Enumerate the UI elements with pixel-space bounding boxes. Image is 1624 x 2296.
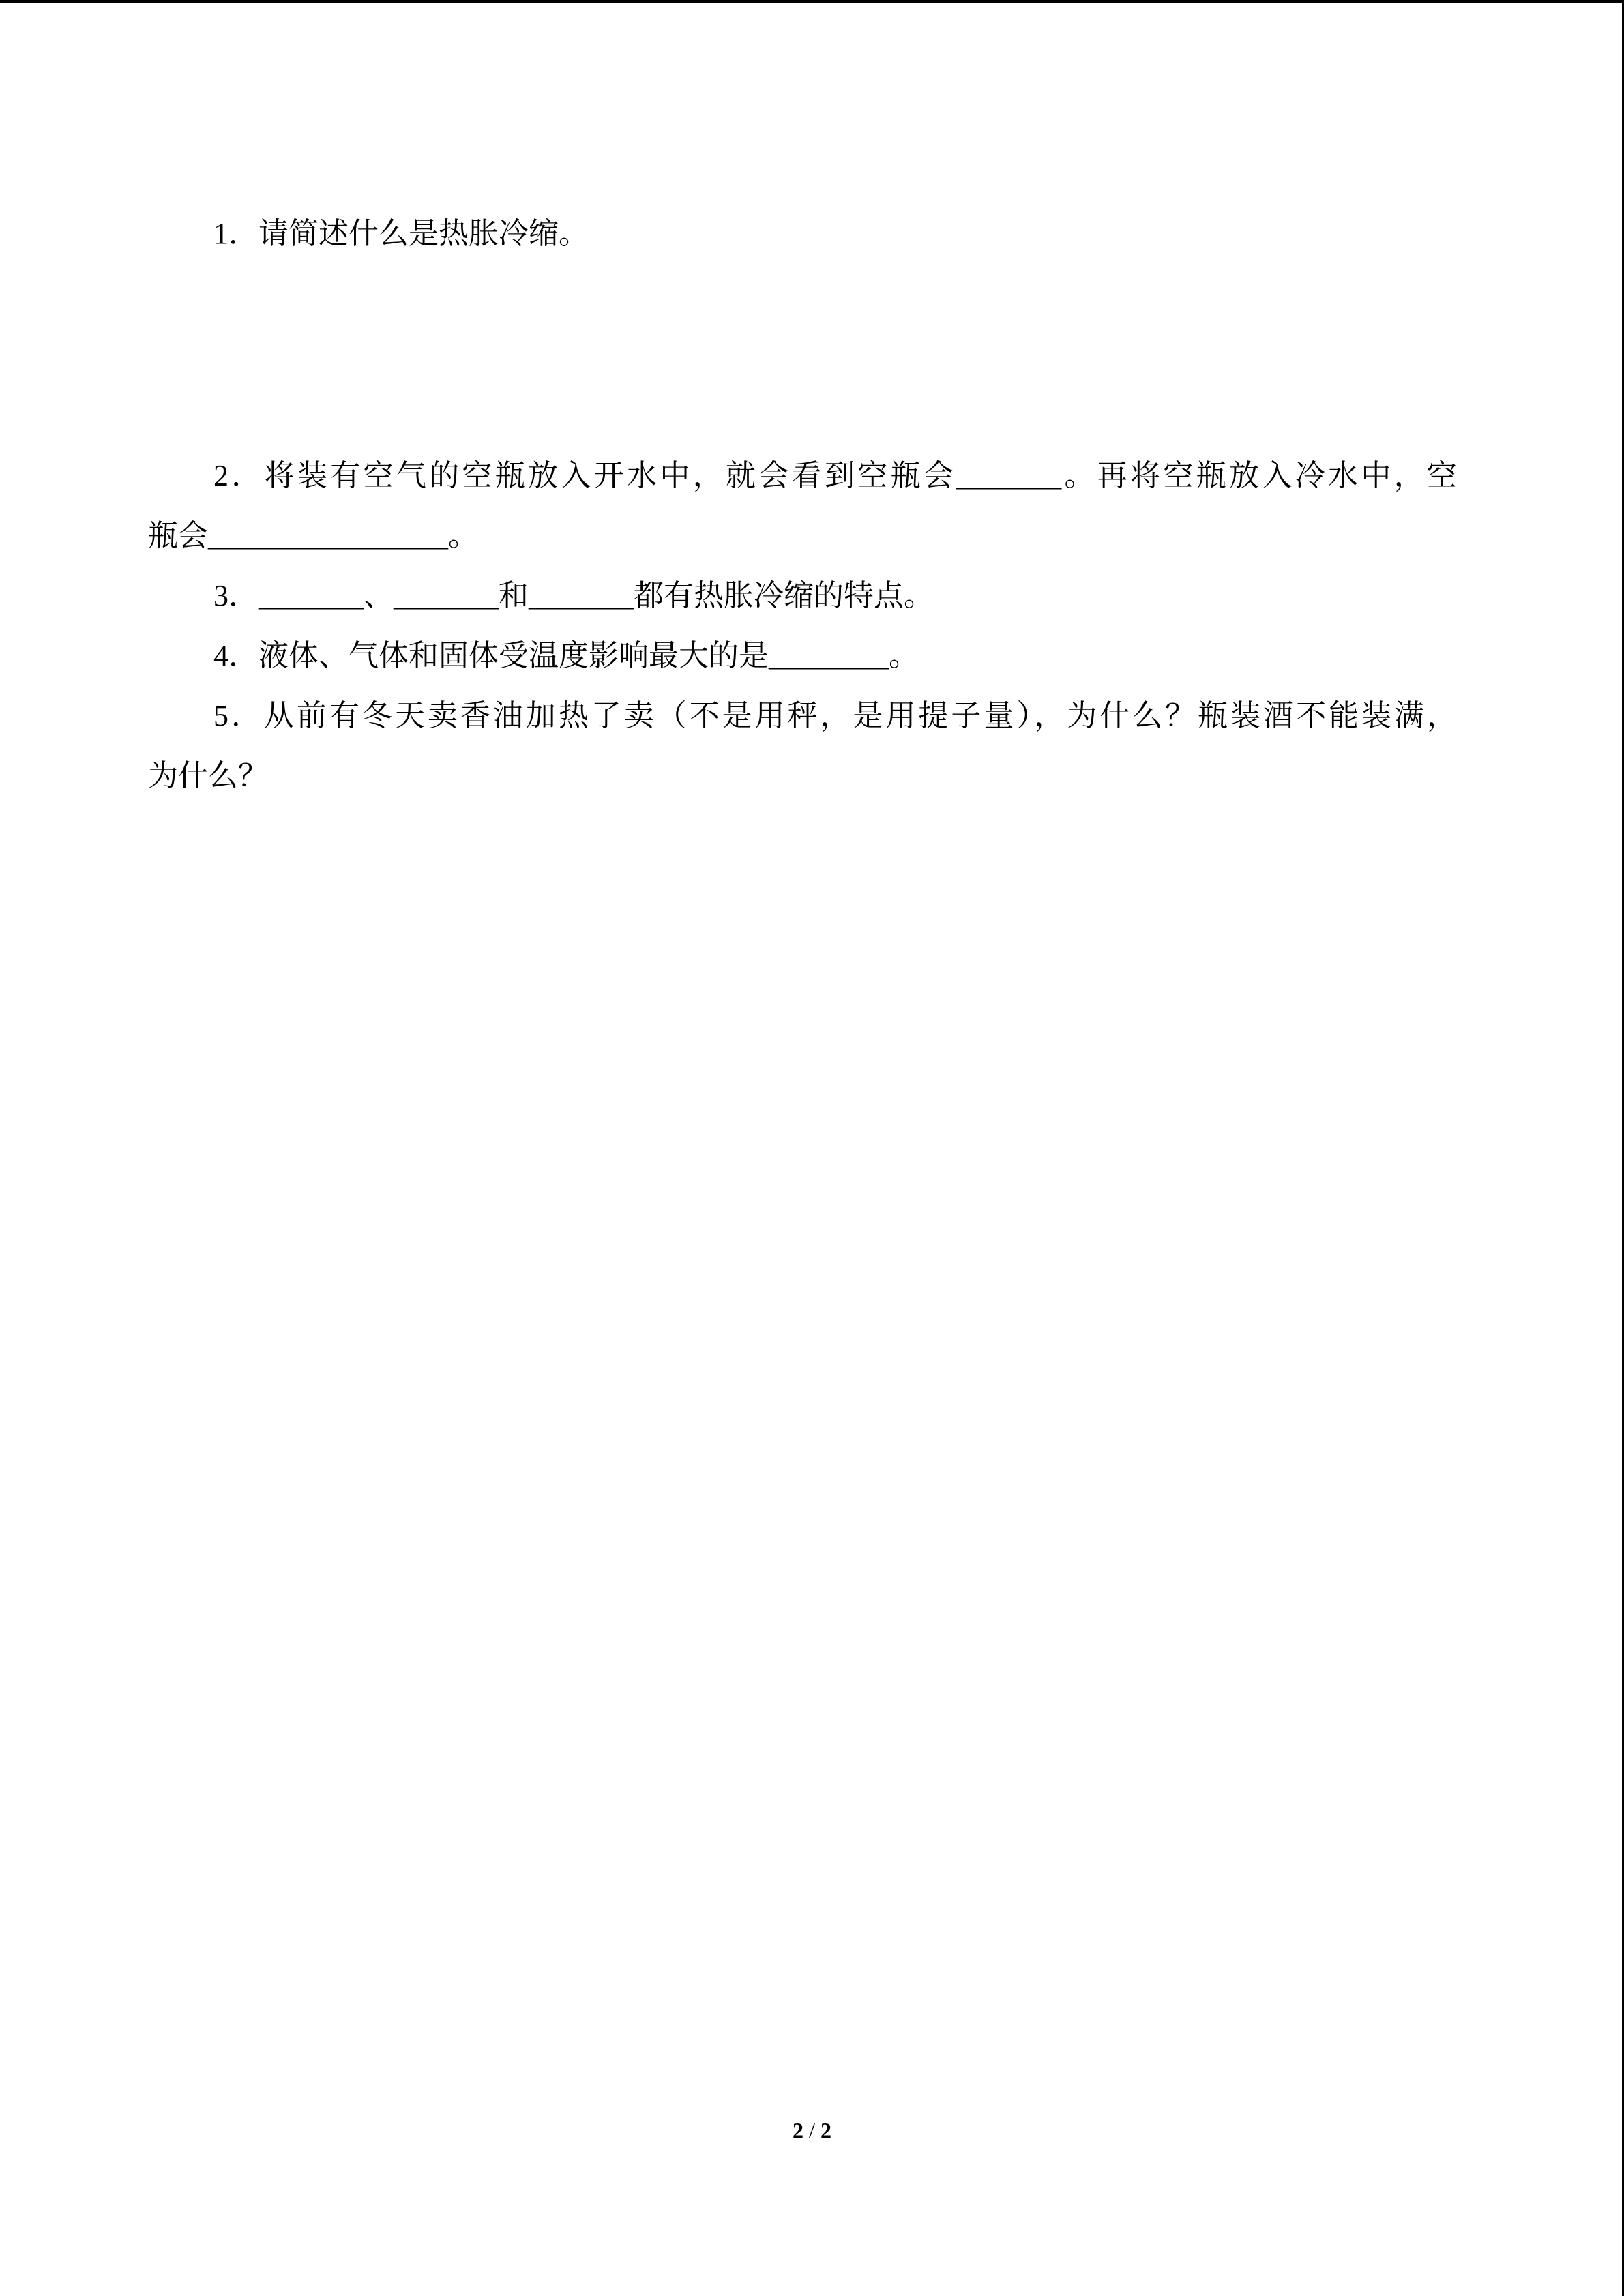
question-text: _______、_______和_______都有热胀冷缩的特点。: [259, 579, 934, 612]
question-5: [148, 686, 1457, 806]
question-text: 从前有冬天卖香油加热了卖（不是用秤，是用提子量），为什么？瓶装酒不能装满，: [263, 699, 1457, 732]
question-2-line-1: [148, 446, 1457, 506]
question-list: [148, 204, 1457, 806]
question-4-line-1: [148, 626, 1457, 686]
question-number: 2．: [213, 459, 265, 492]
page-number-total: 2: [820, 2118, 831, 2143]
question-4: [148, 626, 1457, 686]
page-number: [0, 2115, 1624, 2145]
question-number: 4．: [213, 639, 259, 672]
question-5-line-1: [148, 686, 1457, 746]
page-number-separator: /: [809, 2118, 815, 2143]
question-text: 将装有空气的空瓶放入开水中，就会看到空瓶会_______。再将空瓶放入冷水中，空: [264, 459, 1457, 492]
question-2: [148, 446, 1457, 566]
question-5-line-2: [148, 746, 1457, 806]
question-3-line-1: [148, 566, 1457, 626]
page-border-top: [0, 0, 1624, 3]
question-number: 1．: [213, 217, 259, 250]
question-text: 请简述什么是热胀冷缩。: [259, 217, 589, 250]
question-1-line-1: [148, 204, 1457, 264]
question-text: 液体、气体和固体受温度影响最大的是________。: [259, 639, 919, 672]
question-2-line-2: [148, 506, 1457, 566]
question-text: 瓶会________________。: [148, 519, 478, 552]
question-3: [148, 566, 1457, 626]
question-number: 3．: [213, 579, 259, 612]
question-text: 为什么？: [148, 759, 268, 792]
question-1: [148, 204, 1457, 264]
page-number-current: 2: [793, 2118, 804, 2143]
question-number: 5．: [213, 699, 264, 732]
